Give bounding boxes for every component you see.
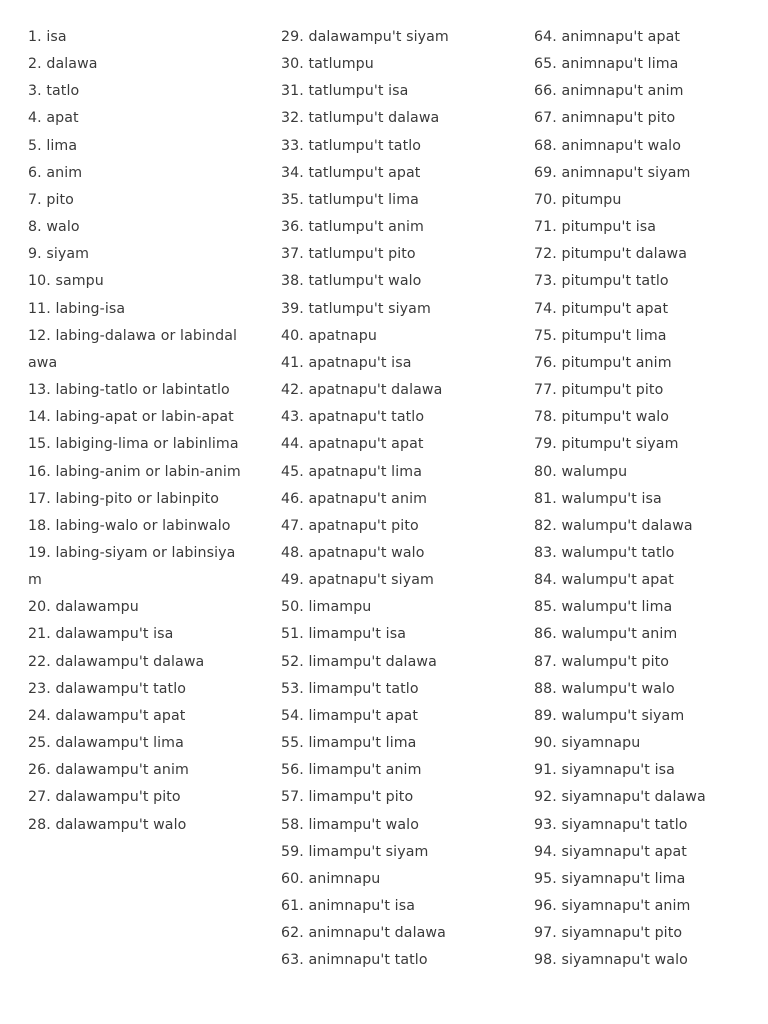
number-entry: 34. tatlumpu't apat — [281, 164, 421, 181]
number-entry: 82. walumpu't dalawa — [534, 517, 693, 534]
number-entry: 69. animnapu't siyam — [534, 164, 691, 181]
number-entry: 83. walumpu't tatlo — [534, 544, 675, 561]
number-entry: 49. apatnapu't siyam — [281, 572, 434, 589]
number-entry: 85. walumpu't lima — [534, 599, 673, 616]
number-entry: 37. tatlumpu't pito — [281, 246, 416, 263]
number-entry: 10. sampu — [28, 273, 104, 290]
number-entry: 74. pitumpu't apat — [534, 300, 669, 317]
number-entry: 29. dalawampu't siyam — [281, 29, 449, 45]
number-entry: 8. walo — [28, 219, 80, 236]
number-entry: 9. siyam — [28, 246, 90, 263]
number-entry: 47. apatnapu't pito — [281, 517, 419, 534]
number-entry: 97. siyamnapu't pito — [534, 925, 683, 942]
number-entry: 79. pitumpu't siyam — [534, 436, 679, 453]
number-entry: 7. pito — [28, 191, 74, 208]
number-entry: 44. apatnapu't apat — [281, 436, 424, 453]
number-entry: 56. limampu't anim — [281, 762, 422, 779]
number-entry: 62. animnapu't dalawa — [281, 925, 446, 942]
number-entry: 24. dalawampu't apat — [28, 707, 186, 724]
number-entry: 17. labing-pito or labinpito — [28, 490, 220, 507]
number-entry: 23. dalawampu't tatlo — [28, 680, 187, 697]
number-entry: 91. siyamnapu't isa — [534, 762, 675, 779]
number-entry: 4. apat — [28, 110, 79, 127]
number-entry: 92. siyamnapu't dalawa — [534, 789, 706, 806]
number-entry: 86. walumpu't anim — [534, 626, 678, 643]
number-entry: 27. dalawampu't pito — [28, 789, 181, 806]
number-entry: 71. pitumpu't isa — [534, 219, 657, 236]
number-entry: 94. siyamnapu't apat — [534, 843, 687, 860]
number-entry: 52. limampu't dalawa — [281, 653, 437, 670]
number-entry: 96. siyamnapu't anim — [534, 898, 691, 914]
number-column-1 — [28, 24, 243, 839]
number-entry: 98. siyamnapu't walo — [534, 952, 688, 969]
number-entry: 64. animnapu't apat — [534, 29, 681, 45]
number-entry: 90. siyamnapu — [534, 735, 641, 752]
number-entry: 55. limampu't lima — [281, 735, 417, 752]
number-entry: 95. siyamnapu't lima — [534, 870, 686, 887]
number-entry: 12. labing-dalawa or labindalawa — [28, 327, 238, 371]
number-entry: 60. animnapu — [281, 870, 381, 887]
number-entry: 57. limampu't pito — [281, 789, 414, 806]
number-entry: 88. walumpu't walo — [534, 680, 675, 697]
number-entry: 72. pitumpu't dalawa — [534, 246, 687, 263]
number-entry: 63. animnapu't tatlo — [281, 952, 428, 969]
number-entry: 33. tatlumpu't tatlo — [281, 137, 422, 154]
number-entry: 30. tatlumpu — [281, 56, 374, 73]
number-entry: 22. dalawampu't dalawa — [28, 653, 205, 670]
number-entry: 87. walumpu't pito — [534, 653, 670, 670]
number-entry: 48. apatnapu't walo — [281, 544, 425, 561]
number-entry: 41. apatnapu't isa — [281, 354, 412, 371]
number-entry: 6. anim — [28, 164, 83, 181]
number-entry: 26. dalawampu't anim — [28, 762, 189, 779]
number-entry: 11. labing-isa — [28, 300, 126, 317]
number-entry: 76. pitumpu't anim — [534, 354, 672, 371]
number-entry: 13. labing-tatlo or labintatlo — [28, 382, 230, 399]
number-entry: 84. walumpu't apat — [534, 572, 674, 589]
number-entry: 35. tatlumpu't lima — [281, 191, 419, 208]
number-entry: 51. limampu't isa — [281, 626, 406, 643]
number-entry: 54. limampu't apat — [281, 707, 419, 724]
number-entry: 32. tatlumpu't dalawa — [281, 110, 440, 127]
number-entry: 89. walumpu't siyam — [534, 707, 685, 724]
number-entry: 58. limampu't walo — [281, 816, 419, 833]
number-entry: 61. animnapu't isa — [281, 898, 416, 914]
number-entry: 46. apatnapu't anim — [281, 490, 428, 507]
number-entry: 25. dalawampu't lima — [28, 735, 184, 752]
number-entry: 66. animnapu't anim — [534, 83, 684, 100]
number-entry: 18. labing-walo or labinwalo — [28, 517, 231, 534]
number-entry: 21. dalawampu't isa — [28, 626, 174, 643]
number-entry: 73. pitumpu't tatlo — [534, 273, 669, 290]
number-entry: 81. walumpu't isa — [534, 490, 662, 507]
number-column-3 — [534, 24, 749, 974]
number-entry: 3. tatlo — [28, 83, 80, 100]
number-entry: 43. apatnapu't tatlo — [281, 409, 425, 426]
number-entry: 45. apatnapu't lima — [281, 463, 422, 480]
number-entry: 93. siyamnapu't tatlo — [534, 816, 688, 833]
number-entry: 68. animnapu't walo — [534, 137, 681, 154]
number-entry: 40. apatnapu — [281, 327, 377, 344]
number-entry: 75. pitumpu't lima — [534, 327, 667, 344]
number-entry: 65. animnapu't lima — [534, 56, 679, 73]
number-entry: 42. apatnapu't dalawa — [281, 382, 443, 399]
number-entry: 59. limampu't siyam — [281, 843, 429, 860]
number-entry: 39. tatlumpu't siyam — [281, 300, 431, 317]
number-entry: 80. walumpu — [534, 463, 628, 480]
number-entry: 50. limampu — [281, 599, 372, 616]
number-entry: 78. pitumpu't walo — [534, 409, 670, 426]
number-entry: 77. pitumpu't pito — [534, 382, 664, 399]
number-entry: 2. dalawa — [28, 56, 98, 73]
number-entry: 1. isa — [28, 29, 67, 45]
number-entry: 15. labiging-lima or labinlima — [28, 436, 239, 453]
number-entry: 70. pitumpu — [534, 191, 622, 208]
number-entry: 36. tatlumpu't anim — [281, 219, 424, 236]
number-entry: 67. animnapu't pito — [534, 110, 676, 127]
number-entry: 31. tatlumpu't isa — [281, 83, 409, 100]
number-column-2 — [281, 24, 496, 974]
number-entry: 38. tatlumpu't walo — [281, 273, 422, 290]
number-entry: 19. labing-siyam or labinsiyam — [28, 544, 236, 589]
number-entry: 53. limampu't tatlo — [281, 680, 419, 697]
number-entry: 20. dalawampu — [28, 599, 139, 616]
number-entry: 28. dalawampu't walo — [28, 816, 187, 833]
number-entry: 14. labing-apat or labin-apat — [28, 409, 234, 426]
number-entry: 16. labing-anim or labin-anim — [28, 463, 241, 480]
number-entry: 5. lima — [28, 137, 78, 154]
